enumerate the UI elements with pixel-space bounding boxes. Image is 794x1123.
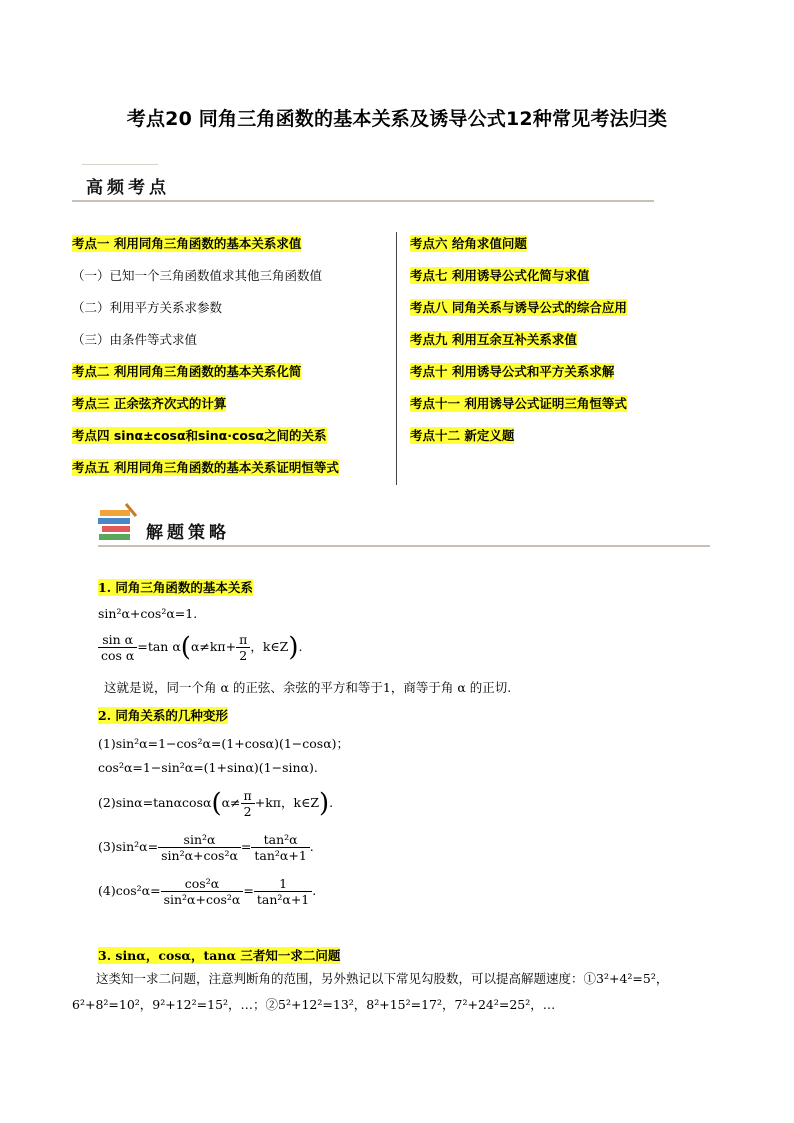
- banner-underline: [98, 545, 710, 547]
- fraction-numerator: π: [241, 788, 255, 804]
- toc-item: [72, 268, 339, 300]
- banner-high-frequency: 高频考点: [86, 178, 170, 198]
- fraction-numerator: tan²α: [251, 832, 309, 848]
- toc-item: [410, 428, 627, 460]
- toc-item: [72, 396, 339, 428]
- fraction-denominator: cos α: [101, 648, 135, 663]
- equation: (1)sin²α=1−cos²α=(1+cosα)(1−cosα)；: [98, 736, 350, 751]
- toc-item-label: （二）利用平方关系求参数: [72, 300, 223, 315]
- equation-text: .: [329, 795, 334, 810]
- toc-item: [72, 236, 339, 268]
- toc-item-label: 考点十一 利用诱导公式证明三角恒等式: [410, 396, 627, 411]
- equation-text: =: [240, 839, 252, 854]
- fraction: [161, 876, 244, 907]
- fraction: [251, 832, 309, 863]
- fraction: [158, 832, 241, 863]
- toc-item-label: 考点六 给角求值问题: [410, 236, 527, 251]
- toc-item: [410, 300, 627, 332]
- fraction-numerator: 1: [254, 876, 312, 892]
- toc-item: [72, 300, 339, 332]
- toc-item: [410, 268, 627, 300]
- fraction-numerator: π: [236, 632, 250, 648]
- equation-text: +kπ，k∈Z: [254, 795, 320, 810]
- books-icon: [96, 502, 138, 546]
- equation-text: ，k∈Z: [250, 639, 289, 654]
- section-heading-text: 3. sinα，cosα，tanα 三者知一求二问题: [98, 948, 341, 963]
- fraction: [98, 632, 137, 663]
- toc-item: [410, 332, 627, 364]
- banner-top-line: [82, 164, 158, 165]
- toc-item-label: 考点五 利用同角三角函数的基本关系证明恒等式: [72, 460, 339, 475]
- section-heading-text: 1. 同角三角函数的基本关系: [98, 580, 253, 595]
- page-title: 考点20 同角三角函数的基本关系及诱导公式12种常见考法归类: [126, 108, 668, 130]
- toc-item-label: 考点一 利用同角三角函数的基本关系求值: [72, 236, 302, 251]
- equation: sin²α+cos²α=1.: [98, 606, 198, 621]
- fraction-numerator: sin α: [98, 632, 137, 648]
- toc-item-label: 考点三 正余弦齐次式的计算: [72, 396, 227, 411]
- toc-item: [72, 332, 339, 364]
- equation: [98, 832, 314, 863]
- equation-text: .: [312, 883, 317, 898]
- equation-text: α≠kπ+: [190, 639, 237, 654]
- toc-item-label: 考点二 利用同角三角函数的基本关系化简: [72, 364, 302, 379]
- fraction: [254, 876, 312, 907]
- toc-item-label: 考点十 利用诱导公式和平方关系求解: [410, 364, 615, 379]
- equation: cos²α=1−sin²α=(1+sinα)(1−sinα).: [98, 760, 318, 775]
- fraction-denominator: tan²α+1: [254, 848, 307, 863]
- section-heading-text: 2. 同角关系的几种变形: [98, 708, 228, 723]
- paragraph: 这类知一求二问题，注意判断角的范围，另外熟记以下常见勾股数，可以提高解题速度：①3²+4²=5²，6²+8²=10²，9²+12²=15²，…；②5²+12²=13²，8²+15²=17²，7²+24²=25²，…: [72, 971, 669, 1012]
- toc-item: [410, 236, 627, 268]
- toc-item: [410, 396, 627, 428]
- fraction-denominator: 2: [239, 648, 248, 663]
- note-text: 这就是说，同一个角 α 的正弦、余弦的平方和等于1，商等于角 α 的正切.: [104, 680, 512, 695]
- section-heading: [98, 578, 253, 596]
- fraction-denominator: sin²α+cos²α: [161, 848, 238, 863]
- fraction-numerator: cos²α: [161, 876, 244, 892]
- equation: $\frac{\text{sin α}}{\text{cos α}}$ =tan α(α≠kπ+ $\frac{\pi}{2}$ ，k∈Z).: [98, 632, 303, 663]
- toc-item-label: （三）由条件等式求值: [72, 332, 198, 347]
- equation-text: =tan α: [137, 639, 181, 654]
- equation-text: .: [309, 839, 314, 854]
- fraction-numerator: sin²α: [158, 832, 241, 848]
- toc-item-label: 考点八 同角关系与诱导公式的综合应用: [410, 300, 627, 315]
- banner-strategy: 解题策略: [146, 523, 230, 543]
- equation-text: .: [298, 639, 303, 654]
- toc-item: [72, 364, 339, 396]
- toc-item: [410, 364, 627, 396]
- fraction: [241, 788, 255, 819]
- toc-right: [410, 236, 627, 460]
- equation-text: α≠: [221, 795, 241, 810]
- fraction-denominator: sin²α+cos²α: [163, 892, 241, 907]
- equation-text: (4)cos²α=: [98, 883, 161, 898]
- fraction-denominator: 2: [243, 804, 252, 819]
- equation: [98, 876, 316, 907]
- toc-left: [72, 236, 339, 492]
- section-heading: [98, 706, 228, 724]
- toc-item: [72, 428, 339, 460]
- toc-item-label: 考点九 利用互余互补关系求值: [410, 332, 577, 347]
- fraction-denominator: tan²α+1: [256, 892, 310, 907]
- toc-item: [72, 460, 339, 492]
- toc-item-label: 考点十二 新定义题: [410, 428, 515, 443]
- fraction: [236, 632, 250, 663]
- equation-text: =: [243, 883, 254, 898]
- section-heading: [98, 946, 340, 964]
- toc-divider: [396, 232, 397, 485]
- banner-underline: [72, 200, 654, 202]
- toc-item-label: 考点七 利用诱导公式化简与求值: [410, 268, 590, 283]
- toc-item-label: 考点四 sinα±cosα和sinα·cosα之间的关系: [72, 428, 327, 443]
- toc-item-label: （一）已知一个三角函数值求其他三角函数值: [72, 268, 323, 283]
- equation-text: (2)sinα=tanαcosα: [98, 795, 212, 810]
- equation: (2)sinα=tanαcosα(α≠ $\frac{\pi}{2}$ +kπ，k∈Z).: [98, 788, 334, 819]
- equation-text: (3)sin²α=: [98, 839, 159, 854]
